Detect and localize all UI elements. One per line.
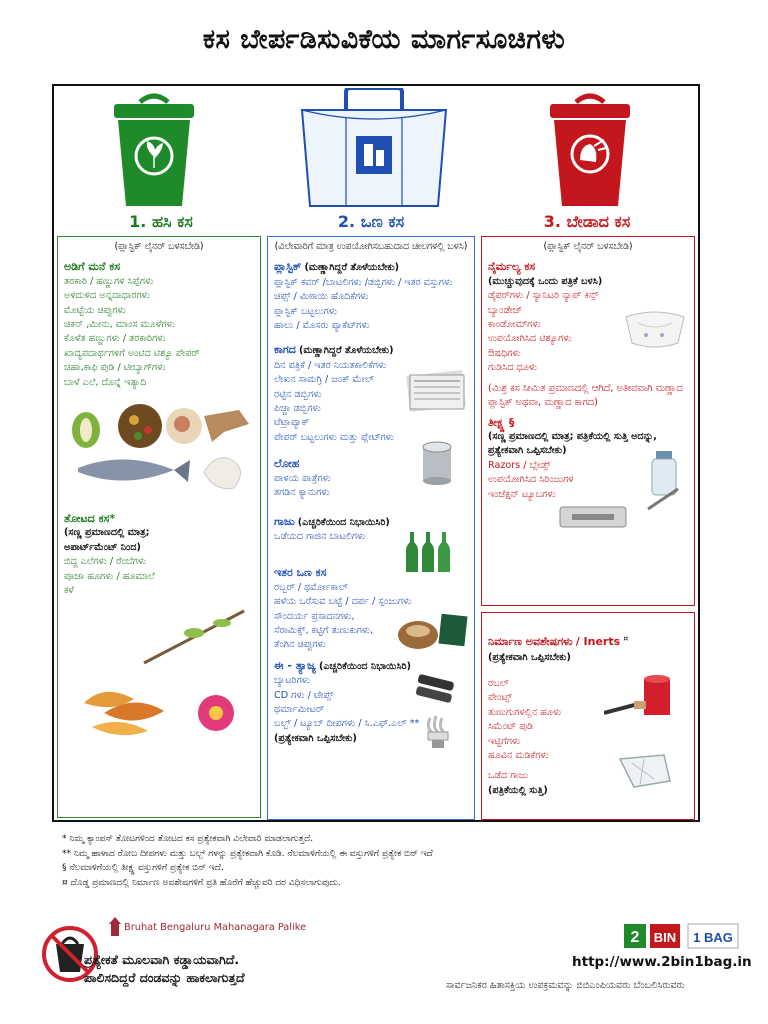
glass-bottles-image: [404, 528, 454, 574]
list-item: ಬಿದ್ದ ಎಲೆಗಳು / ರೆಂಬೆಗಳು: [64, 556, 147, 568]
list-item: ಥರ್ಮಾಮೀಟರ್: [274, 703, 325, 715]
list-item: ರಬ್ಬರ್ / ಥರ್ಮೋಕಾಲ್: [274, 581, 348, 593]
list-item: ಔಷಧಿಗಳು: [488, 347, 521, 359]
list-item: ಖಾದ್ಯಪದಾರ್ಥಗಳಿಗೆ ಅಂಟಿದ ಟಿಶ್ಯೂ ಪೇಪರ್: [64, 347, 200, 359]
dry-bag-note: (ವಿಲೇವಾರಿಗೆ ಮಾತ್ರ ಉಪಯೋಗಿಸಬಹುದಾದ ಚೀಲಗಳಲ್ಲಿ ಬಳಸಿ): [274, 241, 468, 252]
garden-waste-sub: (ಸಣ್ಣ ಪ್ರಮಾಣದಲ್ಲಿ ಮಾತ್ರ;: [64, 527, 150, 539]
sanitary-title: ನೈರ್ಮಲ್ಯ ಕಸ: [488, 260, 536, 274]
dry-waste-column: [267, 236, 475, 820]
2bin1bag-logo: [624, 918, 740, 950]
list-item: ಬ್ಯಾಟರಿಗಳು: [274, 675, 311, 687]
diaper-image: [622, 307, 688, 351]
paint-can-image: [604, 673, 684, 725]
list-item: ಉಪಯೋಗಿಸಿದ ಸಿರಿಂಜುಗಳ: [488, 474, 574, 486]
newspaper-image: [406, 365, 468, 413]
list-item: ಪ್ಲಾಸ್ಟಿಕ್ ಕವರ್ /ಬಾಟಲಿಗಳು /ಡಬ್ಬಿಗಳು / ಇತರ ವಸ್ತುಗಳು: [274, 276, 453, 288]
list-item: ಬಾಳೆ ಎಲೆ, ದೊನ್ನೆ ಇತ್ಯಾದಿ: [64, 376, 147, 388]
garden-waste-sub: ಅಪಾರ್ಟ್‍ಮೆಂಟ್ ನಿಂದ): [64, 541, 141, 553]
garden-waste-image: [64, 603, 254, 743]
list-item: ಪಿಜ್ಜಾ ಡಬ್ಬಿಗಳು: [274, 403, 321, 415]
plastic-sub: (ಮಣ್ಣಾಗಿದ್ದರೆ ತೊಳೆಯಬೇಕು): [304, 262, 400, 274]
red-bin-icon: [540, 88, 640, 210]
wet-waste-header: 1. ಹಸಿ ಕಸ: [129, 212, 193, 231]
logo-bin: BIN: [653, 930, 677, 945]
list-item: ಹಾಲು / ಮೊಸರು ಪ್ಯಾಕೆಟ್‍ಗಳು: [274, 320, 370, 332]
paper-sub: (ಮಣ್ಣಾಗಿದ್ದರೆ ತೊಳೆಯಬೇಕು): [298, 345, 394, 357]
list-item: ಮೊಟ್ಟೆಯ ಚಿಪ್ಪುಗಳು: [64, 304, 126, 316]
garden-waste-title: ತೋಟದ ಕಸ*: [64, 512, 116, 526]
footer-mandatory-line: ಪ್ರತ್ಯೇಕತೆ ಮೂಲವಾಗಿ ಕಡ್ಡಾಯವಾಗಿದೆ.: [84, 952, 240, 967]
plastic-title: ಪ್ಲಾಸ್ಟಿಕ್: [274, 260, 302, 274]
ewaste-footnote: (ಪ್ರತ್ಯೇಕವಾಗಿ ಒಪ್ಪಿಸಬೇಕು): [274, 732, 357, 744]
list-item: ಬ್ಯಾಂಡೇಜ್: [488, 304, 523, 316]
footer-penalty-line: ಪಾಲಿಸದಿದ್ದರೆ ದಂಡವನ್ನು ಹಾಕಲಾಗುತ್ತದೆ: [84, 970, 245, 985]
footnote: * ನಿಮ್ಮ ಕ್ಯಾಂಪಸ್ ತೋಟಗಳಿಂದ ತೋಟದ ಕಸ ಪ್ರತ್ಯೇಕವಾಗಿ ವಿಲೇವಾರಿ ಮಾಡಲಾಗುತ್ತದೆ.: [62, 834, 314, 844]
sharps-title: ತೀಕ್ಷ್ಣ §: [488, 415, 515, 429]
support-credit: ಸಾರ್ವಜನಿಕರ ಹಿತಾಸಕ್ತಿಯ ಉಪಕ್ರಮವನ್ನು ಬಿಬಿಎಂಪಿಯವರು ಬೆಂಬಲಿಸಿರುವರು: [446, 980, 685, 991]
logo-bag: 1 BAG: [693, 930, 733, 945]
dry-waste-header: 2. ಒಣ ಕಸ: [337, 212, 405, 231]
construction-sub: (ಪ್ರತ್ಯೇಕವಾಗಿ ಒಪ್ಪಿಸಬೇಕು): [488, 651, 571, 663]
list-item: ಚಹಾ,ಕಾಫಿ ಪುಡಿ / ಟೀಬ್ಯಾಗ್‍ಗಳು: [64, 362, 166, 374]
list-item: ಇಂಜೆಕ್ಷನ್ ಟ್ಯೂಬಗಳು: [488, 488, 556, 500]
construction-waste-box: [481, 612, 695, 820]
footnotes: [62, 832, 742, 890]
wet-liner-note: (ಪ್ಲಾಸ್ಟಿಕ್ ಲೈನರ್ ಬಳಸಬೇಡಿ): [114, 241, 204, 252]
list-item: CD ಗಳು / ಟೇಪ್ಸ್: [274, 689, 334, 701]
list-item: ತುಣುಗುಗಳಲ್ಲಿನ ಹೂಳು: [488, 706, 562, 718]
sanitary-sub: (ಮುಚ್ಚುವುದಕ್ಕೆ ಒಂದು ಪತ್ರಿಕೆ ಬಳಸಿ): [488, 275, 603, 287]
list-item: Razors / ಬ್ಲೇಡ್ಸ್: [488, 459, 551, 471]
list-item: ಚಿಕನ್ ,ಮೀನು, ಮಾಂಸ ಮೂಳೆಗಳು: [64, 319, 175, 331]
kitchen-waste-image: [64, 396, 254, 506]
list-item: ಕೊಳೆತ ಹಣ್ಣುಗಳು / ತರಕಾರಿಗಳು: [64, 333, 166, 345]
sharps-sub: (ಸಣ್ಣ ಪ್ರಮಾಣದಲ್ಲಿ ಮಾತ್ರ; ಪತ್ರಿಕೆಯಲ್ಲಿ ಸುತ್ತಿ ಅದನ್ನು, ಪ್ರತ್ಯೇಕವಾಗಿ ಒಪ್ಪಿಸಬೇಕು): [488, 431, 657, 457]
construction-title: ನಿರ್ಮಾಣ ಅವಶೇಷಗಳು: [488, 635, 573, 649]
list-item: ಬಲ್ಬ್ / ಟ್ಯೂಬ್ ದೀಪಗಳು / ಸಿ.ಎಫ್.ಎಲ್ **: [274, 718, 420, 730]
ewaste-title: ಈ - ತ್ಯಾಜ್ಯ: [274, 658, 316, 672]
broken-glass-label: ಒಡೆದ ಗಾಜು: [488, 770, 529, 782]
kitchen-waste-title: ಅಡಿಗೆ ಮನೆ ಕಸ: [64, 260, 121, 274]
reject-waste-header: 3. ಬೇಡಾದ ಕಸ: [543, 212, 631, 231]
glass-title: ಗಾಜು: [274, 514, 295, 528]
other-dry-title: ಇತರ ಒಣ ಕಸ: [274, 566, 327, 580]
list-item: ರಬಲ್: [488, 678, 509, 689]
footnote: § ನೆಲಮಾಳಿಗೆಯಲ್ಲಿ ತೀಕ್ಷ್ಣ ವಸ್ತುಗಳಿಗೆ ಪ್ರತ್ಯೇಕ ಬಿನ್ ಇದೆ.: [62, 863, 224, 873]
coconut-sponge-image: [394, 607, 468, 651]
list-item: ಪೂಜಾ ಹೂಗಳು / ಹೂಮಾಲೆ: [64, 570, 155, 582]
list-item: ಟೆಟ್ರಾಪ್ಯಾಕ್: [274, 417, 310, 429]
logo-2: 2: [630, 929, 640, 946]
list-item: ರಟ್ಟಿನ ಡಬ್ಬಿಗಳು: [274, 388, 322, 400]
list-item: ಪ್ಲಾಸ್ಟಿಕ್ ಬಟ್ಟಲುಗಳು: [274, 305, 338, 317]
syringe-vial-image: [644, 449, 684, 513]
mixed-waste-note: (ಮಿಶ್ರ ಕಸ ಸೀಮಿತ ಪ್ರಮಾಣದಲ್ಲಿ ಆಗಿದೆ, ಅತೀವವಾಗಿ ಮಣ್ಣಾದ ಪ್ಲಾಸ್ಟಿಕ್ ಅಥವಾ, ಮಣ್ಣಾದ ಕಾಗದ): [488, 382, 683, 408]
list-item: ಒಡೆಯದ ಗಾಜಿನ ಬಾಟಲಿಗಳು: [274, 530, 366, 542]
wet-waste-column: [57, 236, 261, 818]
paper-title: ಕಾಗದ: [274, 343, 296, 357]
footnote: ** ನಿಮ್ಮ ಹಾಳಾದ ರೋಬ ದೀಪಗಳು ಮತ್ತು ಬಲ್ಬ್ ಗಳನ್ನು ಪ್ರತ್ಯೇಕವಾಗಿ ಕೊಡಿ. ನೆಲಮಾಳಿಗೆಯಲ್ಲಿ ಈ ವಸ್ತುಗಳಿಗೆ ಪ್ರತ್ಯೇಕ ಬಿನ್ ಇದೆ: [62, 848, 433, 859]
list-item: ಸಿಮೆಂಟ್ ಪುಡಿ: [488, 721, 534, 733]
bbmp-name: Bruhat Bengaluru Mahanagara Palike: [124, 922, 307, 933]
tin-can-image: [420, 439, 454, 485]
list-item: ಸೌಂದರ್ಯ ಪ್ರಸಾದನಗಳು,: [274, 610, 355, 622]
construction-title-en: / Inerts: [575, 635, 621, 649]
list-item: ಕಳೆ: [64, 585, 74, 597]
construction-mark: ¤: [623, 634, 629, 643]
list-item: ಉಪಯೋಗಿಸಿದ ಟಿಶ್ಯೂಗಳು: [488, 333, 572, 345]
list-item: ಗುಡಿಸಿದ ಧೂಳು: [488, 362, 538, 374]
list-item: ಹಳೆಯ ಒರೆಸುವ ಬಟ್ಟೆ / ದರ್ಪ / ಸ್ಪಂಜುಗಳು: [274, 596, 412, 608]
list-item: ಹೂವಿನ ಮಡಿಕೆಗಳು: [488, 750, 549, 762]
ewaste-sub: (ಎಚ್ಚರಿಕೆಯಿಂದ ನಿಭಾಯಿಸಿರಿ): [318, 660, 412, 672]
broken-glass-sub: (ಪತ್ರಿಕೆಯಲ್ಲಿ ಸುತ್ತಿ): [488, 784, 548, 796]
list-item: ಅಳಿದುಳಿದ ಅನ್ನದಾಧಾರಗಳು: [64, 290, 150, 302]
list-item: ಪಾಳಯ ಪಾತ್ರೆಗಳು: [274, 472, 331, 484]
list-item: ಕಾಂಡೋಮ್‍ಗಳು: [488, 319, 541, 331]
list-item: ಸೆರಾಮಿಕ್ಸ್, ಕಟ್ಟಿಗೆ ತುಣುಕುಗಳು,: [274, 624, 374, 636]
batteries-image: [414, 672, 462, 712]
list-item: ಡೈಪರ್‌ಗಳು / ಸ್ಯಾನಿಟರಿ ನ್ಯಾಪ್ ಕಿನ್ಸ್: [488, 290, 599, 302]
website-url: http://www.2bin1bag.in: [572, 954, 752, 970]
list-item: ಚಿಪ್ಸ್ / ಮಿಠಾಯಿ ಹೊದಿಕೆಗಳು: [274, 291, 369, 303]
list-item: ತೆಂಗಿನ ಚಿಪ್ಪುಗಳು: [274, 639, 326, 651]
dry-bag-icon: [298, 88, 450, 210]
glass-sub: (ಎಚ್ಚರಿಕೆಯಿಂದ ನಿಭಾಯಿಸಿರಿ): [297, 516, 390, 528]
metal-title: ಲೋಹ: [274, 457, 300, 471]
list-item: ತರಕಾರಿ / ಹಣ್ಣುಗಳ ಸಿಪ್ಪೆಗಳು: [64, 275, 154, 287]
page-title: ಕಸ ಬೇರ್ಪಡಿಸುವಿಕೆಯ ಮಾರ್ಗಸೂಚಿಗಳು: [202, 24, 566, 55]
list-item: ತಗಡಿನ ಕ್ಯಾನುಗಳು: [274, 487, 330, 499]
green-bin-icon: [104, 88, 204, 210]
reject-liner-note: (ಪ್ಲಾಸ್ಟಿಕ್ ಲೈನರ್ ಬಳಸಬೇಡಿ): [543, 241, 633, 252]
reject-waste-column: [481, 236, 695, 606]
list-item: ಇಟ್ಟಿಗೆಗಳು: [488, 735, 521, 747]
list-item: ಪೇಪರ್ ಬಟ್ಟಲುಗಳು ಮತ್ತು ಪ್ಲೇಟ್‍ಗಳು: [274, 431, 394, 443]
list-item: ದಿನ ಪತ್ರಿಕೆ / ಇತರ ನಿಯತಕಾಲಿಕೆಗಳು: [274, 359, 387, 371]
bbmp-emblem-icon: [108, 916, 122, 938]
cfl-bulb-image: [422, 714, 458, 750]
list-item: ಪೇಂಟ್ಸ್: [488, 692, 512, 704]
list-item: ಲೇಖನ ಸಾಮಗ್ರಿ / ಜಂಕ್ ಮೇಲ್: [274, 374, 375, 386]
razor-blade-image: [558, 503, 628, 531]
footnote: ¤ ದೊಡ್ಡ ಪ್ರಮಾಣದಲ್ಲಿ ನಿರ್ಮಾಣ ಅವಶೇಷಗಳಿಗೆ ಪ್ರತಿ ಹೊರೆಗೆ ಹೆಚ್ಚುವರಿ ದರ ವಿಧಿಸಲಾಗುವುದು.: [62, 877, 341, 888]
broken-glass-image: [614, 751, 674, 791]
